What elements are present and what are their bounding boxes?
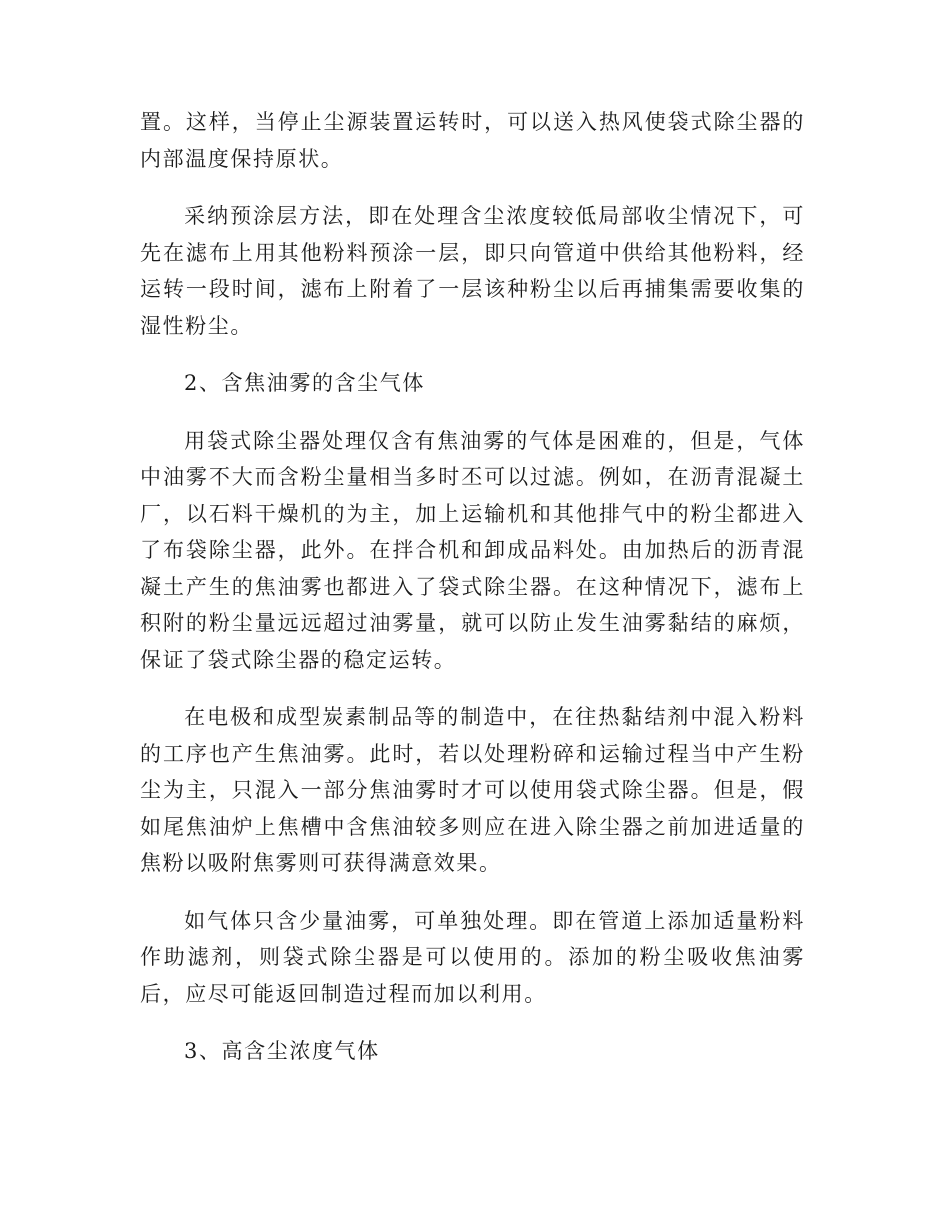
paragraph-gap [140,402,805,423]
paragraph-gap [140,678,805,699]
paragraph-gap [140,177,805,198]
paragraph-continuation: 置。这样，当停止尘源装置运转时，可以送入热风使袋式除尘器的内部温度保持原状。 [140,110,805,171]
section-heading-tar-mist: 2、含焦油雾的含尘气体 [184,371,425,395]
section-heading-high-dust: 3、高含尘浓度气体 [184,1039,380,1063]
document-page [140,104,805,1070]
paragraph-tar-mist-filtering: 用袋式除尘器处理仅含有焦油雾的气体是困难的，但是，气体中油雾不大而含粉尘量相当多时丕可以过滤。例如，在沥青混凝土厂，以石料干燥机的为主，加上运输机和其他排气中的粉尘都进入了布袋除尘器，此外。在拌合机和卸成品料处。由加热后的沥青混凝土产生的焦油雾也都进入了袋式除尘器。在这种情况下，滤布上积附的粉尘量远远超过油雾量，就可以防止发生油雾黏结的麻烦，保证了袋式除尘器的稳定运转。 [140,428,805,672]
paragraph-small-oil-mist: 如气体只含少量油雾，可单独处理。即在管道上添加适量粉料作助滤剂，则袋式除尘器是可以使用的。添加的粉尘吸收焦油雾后，应尽可能返回制造过程而加以利用。 [140,908,805,1006]
paragraph-gap [140,344,805,365]
paragraph-gap [140,882,805,903]
paragraph-carbon-products: 在电极和成型炭素制品等的制造中，在往热黏结剂中混入粉料的工序也产生焦油雾。此时，若以处理粉碎和运输过程当中产生粉尘为主，只混入一部分焦油雾时才可以使用袋式除尘器。但是，假如尾焦油炉上焦槽中含焦油较多则应在进入除尘器之前加进适量的焦粉以吸附焦雾则可获得满意效果。 [140,705,805,875]
paragraph-gap [140,1012,805,1033]
paragraph-precoat-method: 采纳预涂层方法，即在处理含尘浓度较低局部收尘情况下，可先在滤布上用其他粉料预涂一层，即只向管道中供给其他粉料，经运转一段时间，滤布上附着了一层该种粉尘以后再捕集需要收集的湿性粉尘。 [140,204,805,338]
